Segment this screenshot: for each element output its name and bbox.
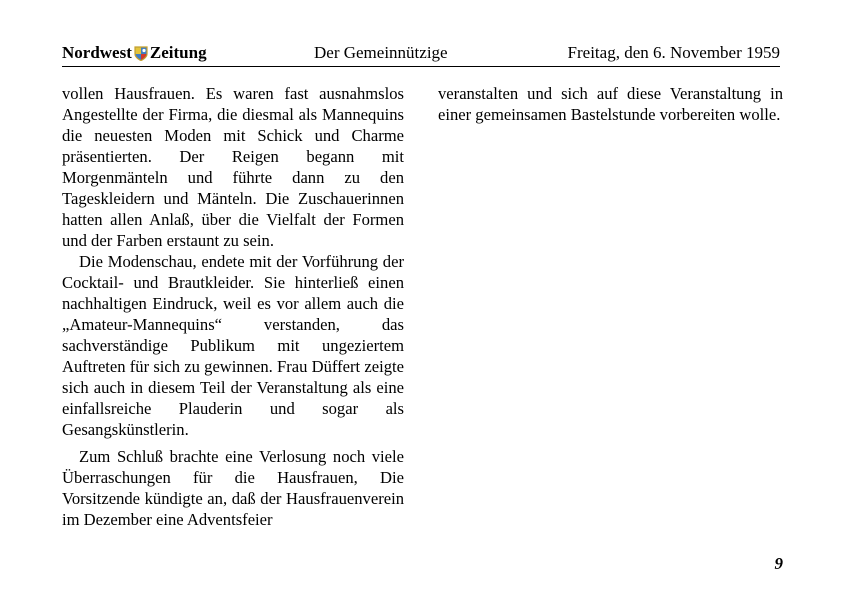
section-title: Der Gemeinnützige — [314, 43, 448, 62]
page-header — [62, 42, 780, 67]
newspaper-masthead — [62, 43, 207, 63]
paragraph: Die Modenschau, endete mit der Vorführung der Cocktail- und Brautkleider. Sie hinterließ einen nachhaltigen Eindruck, weil es vor allem auch die „Amateur-Mannequins“ verstanden, das sachverständige Publikum mit ungeziertem Auftreten für sich zu gewinnen. Frau Düffert zeigte sich auch in diesem Teil der Veranstaltung als eine einfallsreiche Plauderin und sogar als Gesangskünstlerin. — [62, 252, 404, 439]
paragraph: vollen Hausfrauen. Es waren fast ausnahmslos Angestellte der Firma, die diesmal als Mannequins die neuesten Moden mit Schick und Charme präsentierten. Der Reigen begann mit Morgenmänteln und führte dann zu den Tageskleidern und Mänteln. Die Zuschauerinnen hatten allen Anlaß, über die Vielfalt der Formen und der Farben erstaunt zu sein. — [62, 84, 404, 250]
masthead-right: Zeitung — [149, 43, 207, 62]
right-column — [438, 83, 783, 125]
page-number: 9 — [774, 554, 783, 573]
paragraph: veranstalten und sich auf diese Veranstaltung in einer gemeinsamen Bastelstunde vorbereiten wolle. — [438, 84, 783, 124]
coat-of-arms-icon — [134, 46, 148, 61]
paragraph: Zum Schluß brachte eine Verlosung noch viele Überraschungen für die Hausfrauen, Die Vorsitzende kündigte an, daß der Hausfrauenverein im Dezember eine Adventsfeier — [62, 447, 404, 529]
masthead-left: Nordwest — [62, 43, 132, 62]
issue-date: Freitag, den 6. November 1959 — [567, 43, 780, 62]
left-column — [62, 83, 404, 530]
